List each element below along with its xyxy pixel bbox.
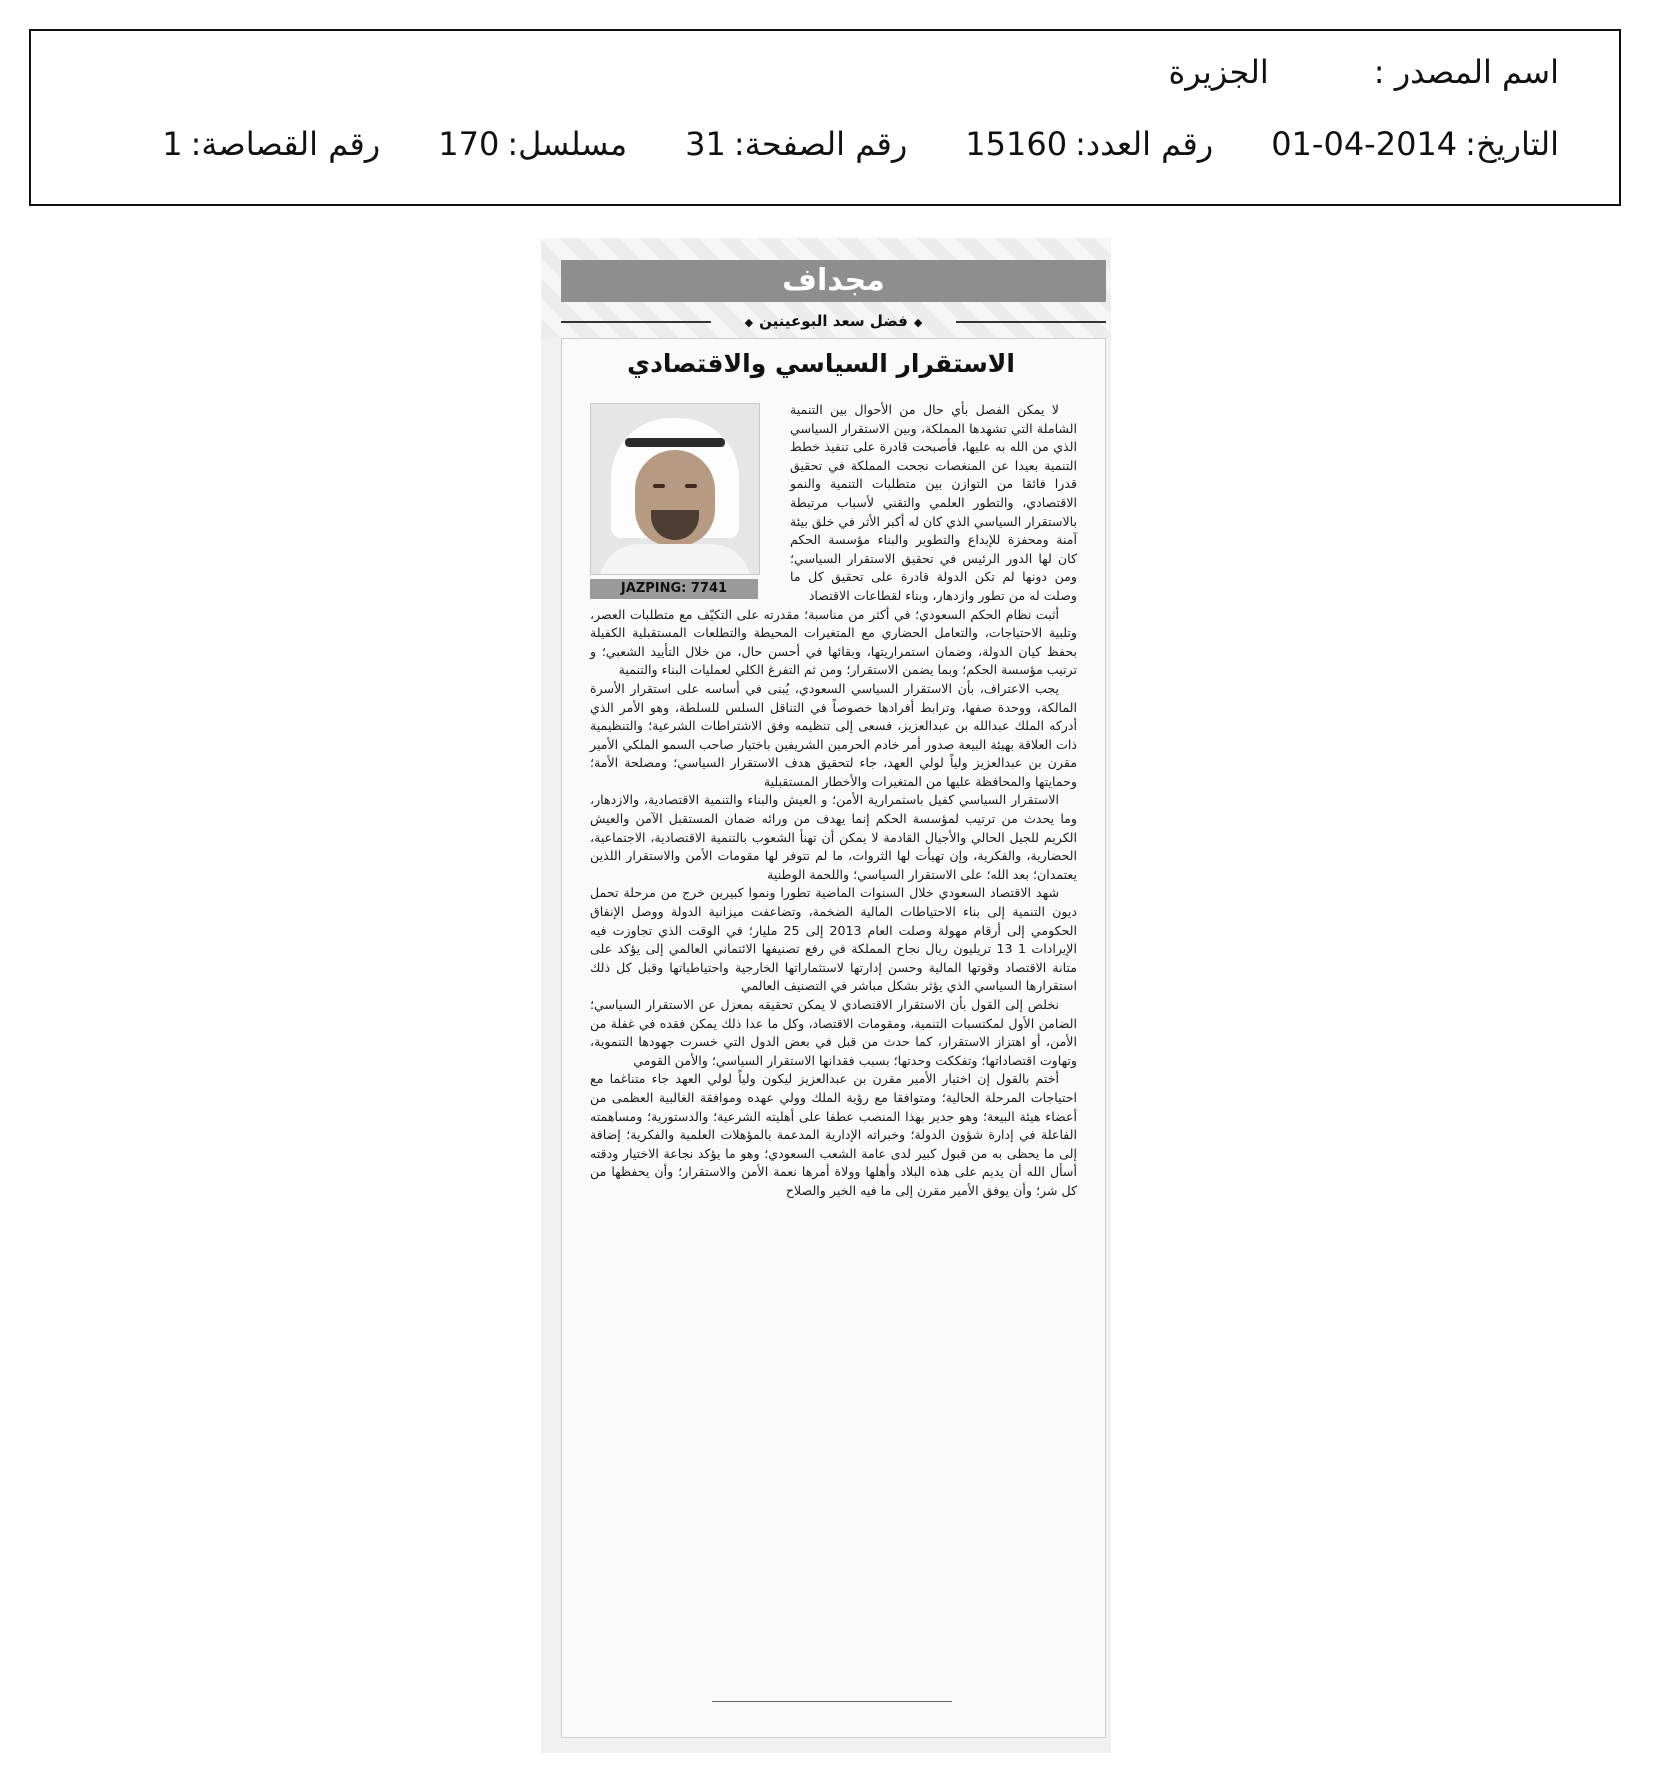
paragraph: لا يمكن الفصل بأي حال من الأحوال بين التنمية الشاملة التي تشهدها المملكة، وبين الاستقرار السياسي الذي من الله به عليها، فأصبحت قادرة على تنفيذ خطط التنمية بعيدا عن المنغصات نجحت المملكة في تحقيق قدرا فائقا من التوازن بين متطلبات التنمية والنمو الاقتصادي، والتطور العلمي والتقني لأسباب مرتبطة بالاستقرار السياسي الذي كان له أكبر الأثر في خلق بيئة آمنة ومحفزة للإبداع والتطوير والبناء مؤسسة الحكم كان لها الدور الرئيس في تحقيق الاستقرار السياسي؛ ومن دونها لم تكن الدولة قادرة على تحقيق كل ما وصلت له من تطور وازدهار، وبناء لقطاعات الاقتصاد <box>790 402 1077 603</box>
clipping-value: 1 <box>162 125 183 163</box>
issue-field <box>965 125 1213 163</box>
jazping-code: JAZPING: 7741 <box>590 579 758 599</box>
byline <box>561 310 1106 332</box>
diamond-icon: ◆ <box>744 316 754 329</box>
author-name: فضل سعد البوعينين <box>759 312 908 330</box>
clipping-field <box>162 125 380 163</box>
paragraph: أثبت نظام الحكم السعودي؛ في أكثر من مناسبة؛ مقدرته على التكيّف مع متطلبات العصر، وتلبية الاحتياجات، والتعامل الحضاري مع المتغيرات المحيطة والتطلعات المستقبلية الكفيلة بحفظ كيان الدولة، وضمان استمراريتها، وبقائها في أحسن حال، من خلال التأييد الشعبي؛ و ترتيب مؤسسة الحكم؛ وبما يضمن الاستقرار؛ ومن ثم التفرغ الكلي لعمليات البناء والتنمية <box>590 606 1077 678</box>
end-rule <box>712 1701 952 1702</box>
source-value: الجزيرة <box>1168 53 1269 91</box>
photo-spacer <box>590 401 772 603</box>
issue-value: 15160 <box>965 125 1068 163</box>
page-value: 31 <box>685 125 726 163</box>
paragraph: يجب الاعتراف، بأن الاستقرار السياسي السعودي، يُبنى في أساسه على استقرار الأسرة المالكة، ووحدة صفها، وترابط أفرادها خصوصاً في التناقل السلس للسلطة، وهو الأمر الذي أدركه الملك عبدالله بن عبدالعزيز، فسعى إلى تنظيمه وفق الاشتراطات الشرعية؛ والتنظيمية ذات العلاقة بهيئة البيعة صدور أمر خادم الحرمين الشريفين باختيار صاحب السمو الملكي الأمير مقرن بن عبدالعزيز ولياً لولي العهد، جاء لتحقيق هدف الاستقرار السياسي؛ ومصلحة الأمة؛ وحمايتها والمحافظة عليها من المتغيرات والأخطار المستقبلية <box>590 680 1077 789</box>
source-row <box>1168 53 1559 91</box>
page-label: رقم الصفحة: <box>733 125 908 163</box>
byline-rule-left <box>561 321 711 323</box>
article-title: الاستقرار السياسي والاقتصادي <box>627 349 1015 378</box>
paragraph: الاستقرار السياسي كفيل باستمرارية الأمن؛ و العيش والبناء والتنمية الاقتصادية، والازدهار، وما يحدث من ترتيب لمؤسسة الحكم إنما يهدف من ورائه ضمان المستقبل الآمن والعيش الكريم للجيل الحالي والأجيال القادمة لا يمكن أن تهنأ الشعوب بالتنمية الاقتصادية، الاجتماعية، الحضارية، والفكرية، وإن تهيأت لها الثروات، ما لم تتوفر لها مقومات الأمن والاستقرار اللذين يعتمدان؛ بعد الله؛ على الاستقرار السياسي؛ واللحمة الوطنية <box>590 792 1077 882</box>
page-field <box>685 125 907 163</box>
date-field <box>1271 125 1559 163</box>
metadata-box <box>29 29 1621 206</box>
serial-label: مسلسل: <box>507 125 628 163</box>
article <box>561 338 1106 1738</box>
date-label: التاريخ: <box>1465 125 1559 163</box>
column-name: مجداف <box>782 263 885 298</box>
newspaper-clipping <box>541 238 1111 1753</box>
byline-rule-right <box>956 321 1106 323</box>
paragraph: أختم بالقول إن اختيار الأمير مقرن بن عبدالعزيز ليكون ولياً لولي العهد جاء متناغما مع احتياجات المرحلة الحالية؛ ومتوافقا مع رؤية الملك وولي عهده وموافقة الغالبية العظمى من أعضاء هيئة البيعة؛ وهو جدير بهذا المنصب عطفا على أهليته الشرعية؛ والدستورية؛ ومساهمته الفاعلة في إدارة شؤون الدولة؛ وخبراته الإدارية المدعمة بالمؤهلات العلمية والفكرية؛ إضافة إلى ما يحظى به من قبول كبير لدى عامة الشعب السعودي؛ وهو ما يؤكد نجاعة الاختيار ودقته أسأل الله أن يديم على هذه البلاد وأهلها وولاة أمرها نعمة الأمن والاستقرار؛ وأن يحفظها من كل شر؛ وأن يوفق الأمير مقرن إلى ما فيه الخير والصلاح <box>590 1071 1077 1198</box>
clipping-label: رقم القصاصة: <box>190 125 381 163</box>
article-body <box>590 401 1077 1201</box>
paragraph: شهد الاقتصاد السعودي خلال السنوات الماضية تطورا ونموا كبيرين خرج من مرحلة تحمل ديون التنمية إلى بناء الاحتياطات المالية الضخمة، وتضاعفت ميزانية الدولة ووصل الإنفاق الحكومي إلى أرقام مهولة وصلت العام 2013 إلى 25 مليار؛ في الوقت الذي تجاوزت فيه الإيرادات 1 13 تريليون ريال نجاح المملكة في رفع تصنيفها الائتماني العالمي إلى يؤكد على متانة الاقتصاد وقوتها المالية وحسن إدارتها لاستثماراتها الخارجية واحتياطياتها وقبل كل ذلك استقرارها السياسي الذي يؤثر بشكل مباشر في التصنيف العالمي <box>590 885 1077 994</box>
column-masthead <box>561 260 1106 302</box>
paragraph: نخلص إلى القول بأن الاستقرار الاقتصادي لا يمكن تحقيقه بمعزل عن الاستقرار السياسي؛ الضامن الأول لمكتسبات التنمية، ومقومات الاقتصاد، وكل ما عدا ذلك يمكن فقده في غفلة من الأمن، أو اهتزاز الاستقرار، كما حدث من قبل في بعض الدول التي خسرت جهودها التنموية، وتهاوت اقتصاداتها؛ وتفككت وحدتها؛ بسبب فقدانها الاستقرار السياسي؛ والأمن القومي <box>590 997 1077 1068</box>
diamond-icon: ◆ <box>913 316 923 329</box>
source-label: اسم المصدر : <box>1373 53 1559 91</box>
details-row <box>104 125 1559 163</box>
serial-value: 170 <box>438 125 500 163</box>
issue-label: رقم العدد: <box>1075 125 1214 163</box>
serial-field <box>438 125 627 163</box>
date-value: 2014-04-01 <box>1271 125 1458 163</box>
